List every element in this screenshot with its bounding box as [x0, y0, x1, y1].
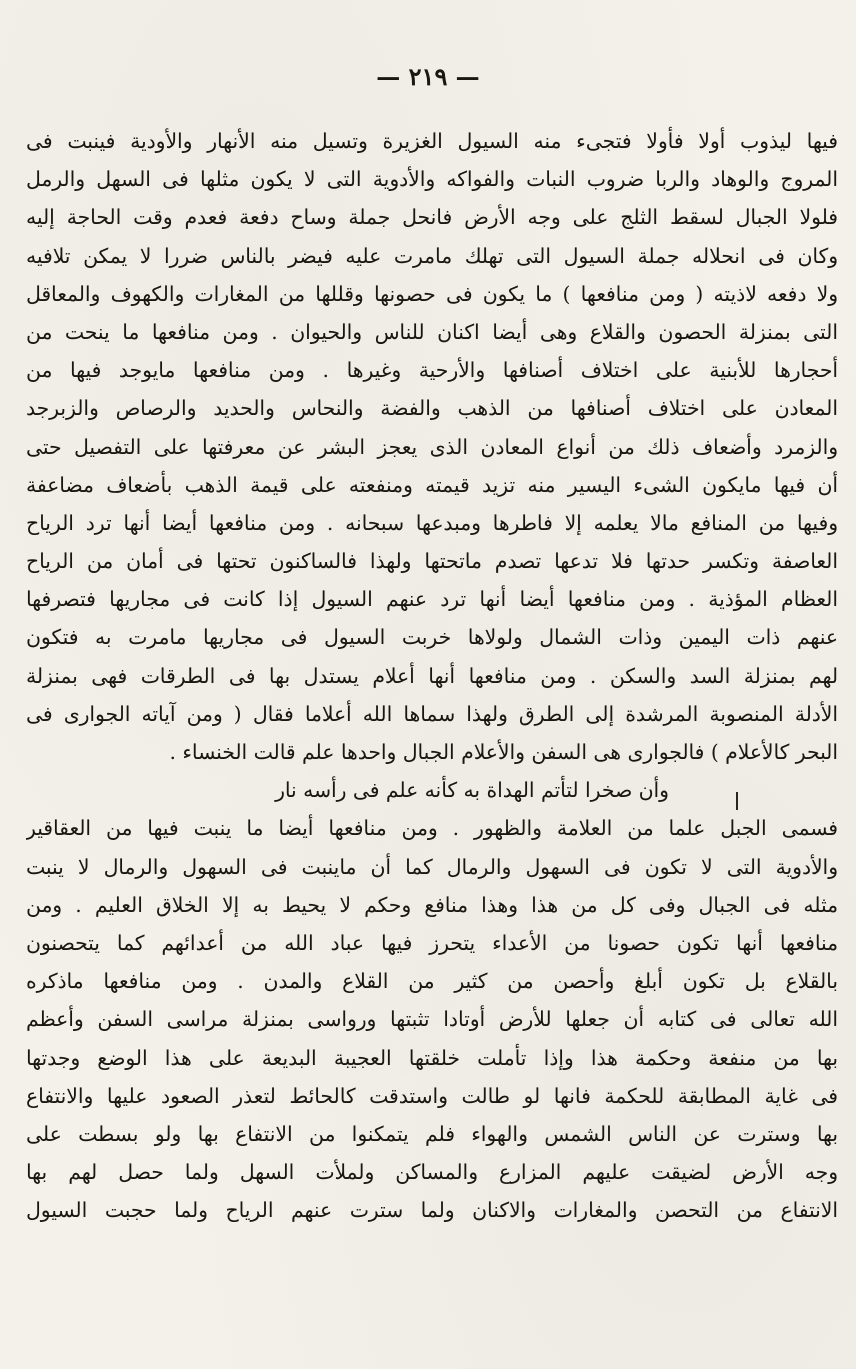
text-line: أن فيها مايكون الشىء اليسير منه تزيد قيمته ومنفعته على قيمة الذهب بأضعاف مضاعفة	[26, 472, 838, 497]
text-line: فى غاية المطابقة للحكمة فانها لو طالت واستدقت كالحائط لتعذر الصعود عليها والانتفاع	[26, 1083, 838, 1108]
text-line: فيها ليذوب أولا فأولا فتجىء منه السيول الغزيرة وتسيل منه الأنهار والأودية فينبت فى	[26, 129, 838, 153]
text-line: أحجارها للأبنية على اختلاف أصنافها والأرحية وغيرها . ومن منافعها مايوجد فيها من	[26, 358, 838, 383]
text-line: فسمى الجبل علما من العلامة والظهور . ومن منافعها أيضا ما ينبت فيها من العقاقير	[26, 816, 838, 841]
text-line: مثله فى الجبال وفى كل من هذا وهذا منافع وحكم لا يحيط به إلا الخلاق العليم . ومن	[26, 892, 838, 917]
text-line: بها وسترت عن الناس الشمس والهواء فلم يتمكنوا من الانتفاع بها ولو بسطت على	[26, 1121, 838, 1146]
text-line: الله تعالى فى كتابه أن جعلها للأرض أوتادا تثبتها ورواسى بمنزلة مراسى السفن وأعظم	[26, 1007, 838, 1032]
text-line: التى بمنزلة الحصون والقلاع وهى أيضا اكنان للناس والحيوان . ومن منافعها ما ينحت من	[26, 319, 838, 344]
text-line: منافعها أنها تكون حصونا من الأعداء يتحرز فيها عباد الله من أعدائهم كما يتحصنون	[26, 930, 838, 955]
body-text	[26, 122, 838, 1229]
text-line: العاصفة وتكسر حدتها فلا تدعها تصدم ماتحتها ولهذا فالساكنون تحتها فى أمان من الرياح	[26, 549, 838, 574]
page-number: — ٢١٩ —	[376, 62, 480, 91]
text-line: وجه الأرض لضيقت عليهم المزارع والمساكن ولملأت السهل ولما حصل لهم بها	[26, 1160, 838, 1185]
text-line: الانتفاع من التحصن والمغارات والاكنان ولما سترت عنهم الرياح ولما حجبت السيول	[26, 1198, 838, 1223]
text-line: والأدوية التى لا تكون فى السهول والرمال كما أن ماينبت فى السهول والرمال لا ينبت	[26, 854, 838, 879]
text-line: المروج والوهاد والربا ضروب النبات والفواكه والأدوية التى لا يكون مثلها فى السهل والرمل	[26, 167, 838, 192]
text-line: الأدلة المنصوبة المرشدة إلى الطرق ولهذا سماها الله أعلاما فقال ( ومن آياته الجوارى فى	[26, 701, 838, 726]
text-line: بالقلاع بل تكون أبلغ وأحصن من كثير من القلاع والمدن . ومن منافعها ماذكره	[26, 969, 838, 994]
margin-mark	[736, 792, 738, 810]
poem-verse: وأن صخرا لتأتم الهداة به كأنه علم فى رأسه نار	[275, 778, 669, 803]
text-line: وكان فى انحلاله جملة السيول التى تهلك مامرت عليه فيضر بالناس ضررا لا يمكن تلافيه	[26, 243, 838, 268]
text-line: بها من منفعة وحكمة هذا وإذا تأملت خلقتها العجيبة البديعة على هذا الوضع وجدتها	[26, 1045, 838, 1070]
text-line: وفيها من المنافع مالا يعلمه إلا فاطرها ومبدعها سبحانه . ومن منافعها أيضا أنها ترد الرياح	[26, 510, 838, 535]
text-line: لهم بمنزلة السد والسكن . ومن منافعها أنها أعلام يستدل بها فى الطرقات فهى بمنزلة	[26, 663, 838, 688]
text-line: المعادن على اختلاف أصنافها من الذهب والفضة والنحاس والحديد والرصاص والزبرجد	[26, 396, 838, 421]
text-line: ولا دفعه لاذيته ( ومن منافعها ) ما يكون فى حصونها وقللها من المغارات والكهوف والمعاقل	[26, 281, 838, 306]
text-line: البحر كالأعلام ) فالجوارى هى السفن والأعلام الجبال واحدها علم قالت الخنساء .	[169, 740, 838, 764]
text-line: عنهم ذات اليمين وذات الشمال ولولاها خربت السيول فى مجاريها مامرت به فتكون	[26, 625, 838, 650]
text-line: العظام المؤذية . ومن منافعها أيضا أنها ترد عنهم السيول إذا كانت فى مجاريها فتصرفها	[26, 587, 838, 612]
text-line: والزمرد وأضعاف ذلك من أنواع المعادن الذى يعجز البشر عن معرفتها على التفصيل حتى	[26, 434, 838, 459]
text-line: فلولا الجبال لسقط الثلج على وجه الأرض فانحل جملة وساح دفعة فعدم وقت الحاجة إليه	[26, 205, 838, 230]
